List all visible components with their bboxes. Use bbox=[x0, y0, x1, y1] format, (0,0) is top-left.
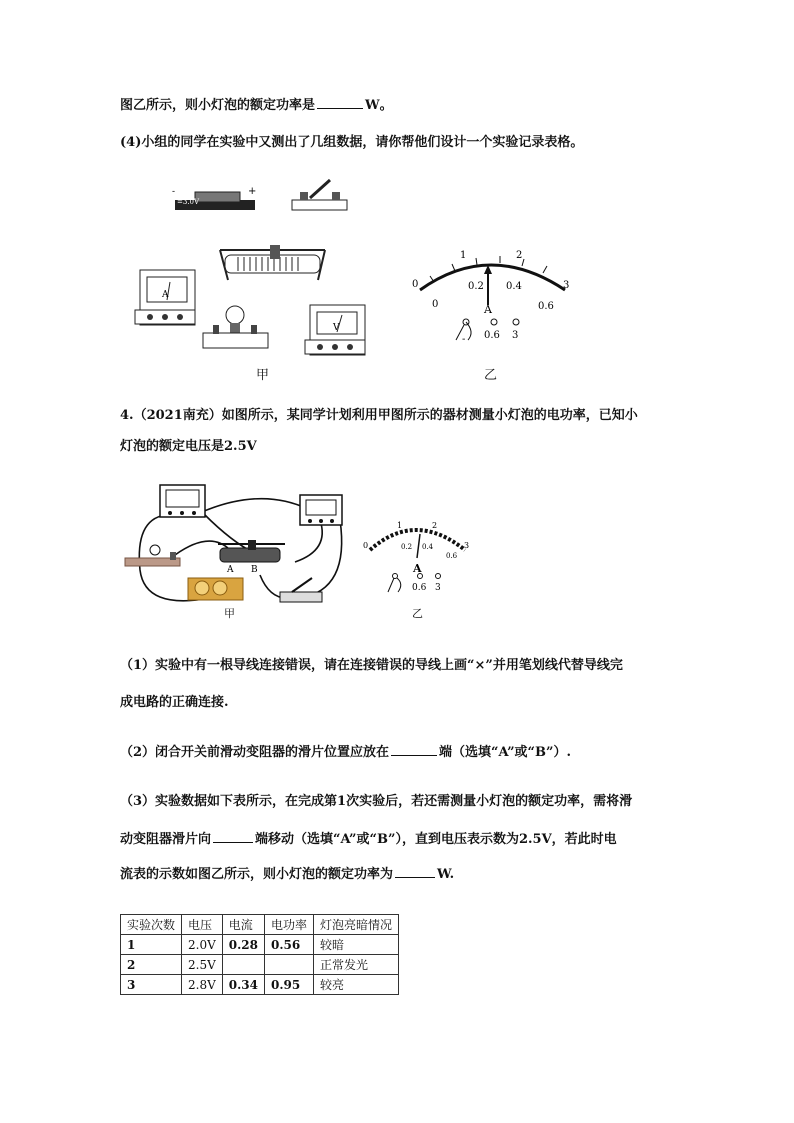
ammeter-icon bbox=[160, 485, 205, 517]
tick-label: 0.6 bbox=[446, 552, 458, 560]
slider-label-b: B bbox=[251, 565, 258, 575]
table-header-row bbox=[121, 915, 399, 935]
subq-3-cont2 bbox=[120, 865, 454, 884]
data-table bbox=[120, 914, 399, 995]
rheostat-icon bbox=[218, 540, 285, 575]
tick-label: 2 bbox=[516, 250, 523, 261]
question-4-stem-cont: 灯泡的额定电压是2.5V bbox=[120, 439, 257, 454]
table-header: 电流 bbox=[222, 915, 264, 935]
tick-label: 0.6 bbox=[538, 301, 554, 312]
text-segment: （2）闭合开关前滑动变阻器的滑片位置应放在 bbox=[120, 745, 390, 760]
table-cell: 正常发光 bbox=[314, 955, 399, 975]
question-4-part: (4)小组的同学在实验中又测出了几组数据，请你帮他们设计一个实验记录表格。 bbox=[120, 135, 584, 150]
lamp-icon bbox=[203, 306, 268, 348]
text-segment: 图乙所示，则小灯泡的额定功率是 bbox=[120, 98, 316, 113]
figure-2-circuit bbox=[120, 480, 480, 620]
figure-caption-right: 乙 bbox=[412, 607, 423, 620]
table-cell: 0.56 bbox=[265, 935, 314, 955]
figure-caption-left: 甲 bbox=[224, 607, 235, 620]
subq-3: （3）实验数据如下表所示，在完成第1次实验后，若还需测量小灯泡的额定功率，需将滑 bbox=[120, 794, 633, 809]
text-segment: W. bbox=[437, 867, 455, 882]
table-cell: 0.95 bbox=[265, 975, 314, 995]
lamp-icon bbox=[125, 545, 180, 566]
answer-blank[interactable] bbox=[213, 830, 253, 843]
answer-blank[interactable] bbox=[317, 96, 363, 109]
answer-blank[interactable] bbox=[395, 865, 435, 878]
line-prev-answer bbox=[120, 96, 393, 115]
table-row bbox=[121, 955, 399, 975]
subq-3-cont bbox=[120, 830, 617, 849]
table-cell: 2.5V bbox=[182, 955, 223, 975]
tick-label: 0 bbox=[432, 299, 439, 310]
figure-1-equipment bbox=[120, 170, 600, 395]
tick-label: 0.2 bbox=[468, 281, 484, 292]
svg-text:=3.0V: =3.0V bbox=[177, 198, 200, 206]
ammeter-dial bbox=[412, 250, 569, 345]
svg-text:+: + bbox=[248, 186, 257, 197]
text-segment: 流表的示数如图乙所示，则小灯泡的额定功率为 bbox=[120, 867, 394, 882]
table-cell: 3 bbox=[121, 975, 182, 995]
tick-label: 0.4 bbox=[506, 281, 522, 292]
svg-text:-: - bbox=[172, 187, 176, 197]
tick-label: 1 bbox=[460, 250, 467, 261]
table-row bbox=[121, 975, 399, 995]
tick-label: 0.4 bbox=[422, 543, 434, 551]
switch-icon bbox=[292, 180, 347, 210]
table-cell: 0.34 bbox=[222, 975, 264, 995]
subq-1-cont: 成电路的正确连接. bbox=[120, 695, 229, 710]
table-cell: 较亮 bbox=[314, 975, 399, 995]
table-cell: 0.28 bbox=[222, 935, 264, 955]
table-header: 灯泡亮暗情况 bbox=[314, 915, 399, 935]
table-cell: 2.0V bbox=[182, 935, 223, 955]
subq-2 bbox=[120, 743, 571, 762]
text-segment: W。 bbox=[365, 98, 393, 113]
tick-label: 0.2 bbox=[401, 543, 413, 551]
battery-icon bbox=[188, 578, 243, 600]
meter-unit: A bbox=[484, 303, 492, 316]
voltmeter-icon bbox=[300, 495, 342, 525]
table-cell: 较暗 bbox=[314, 935, 399, 955]
battery-icon bbox=[172, 186, 256, 210]
tick-label: 0 bbox=[363, 541, 369, 550]
terminal-label: 3 bbox=[435, 583, 441, 593]
tick-label: 1 bbox=[397, 521, 403, 530]
table-cell: 2 bbox=[121, 955, 182, 975]
rheostat-icon bbox=[220, 245, 325, 280]
tick-label: 0 bbox=[412, 279, 419, 290]
table-cell[interactable] bbox=[222, 955, 264, 975]
meter-unit: A bbox=[413, 562, 422, 575]
table-cell: 2.8V bbox=[182, 975, 223, 995]
terminal-label: 0.6 bbox=[412, 583, 427, 593]
voltmeter-icon bbox=[305, 305, 365, 355]
terminal-label: 0.6 bbox=[484, 330, 500, 341]
tick-label: 3 bbox=[464, 541, 470, 550]
figure-caption-left: 甲 bbox=[256, 368, 270, 383]
switch-icon bbox=[280, 578, 322, 602]
ammeter-icon bbox=[135, 270, 195, 325]
tick-label: 2 bbox=[432, 521, 438, 530]
voltmeter-label: V bbox=[333, 323, 340, 333]
text-segment: 动变阻器滑片向 bbox=[120, 832, 212, 847]
table-cell: 1 bbox=[121, 935, 182, 955]
svg-text:-: - bbox=[462, 334, 466, 345]
ammeter-dial bbox=[363, 521, 469, 593]
answer-blank[interactable] bbox=[391, 743, 437, 756]
table-cell[interactable] bbox=[265, 955, 314, 975]
figure-caption-right: 乙 bbox=[484, 368, 498, 383]
ammeter-label: A bbox=[162, 290, 169, 300]
table-row bbox=[121, 935, 399, 955]
question-4-stem: 4.（2021南充）如图所示，某同学计划利用甲图所示的器材测量小灯泡的电功率，已知小 bbox=[120, 408, 638, 423]
subq-1: （1）实验中有一根导线连接错误，请在连接错误的导线上画“×”并用笔划线代替导线完 bbox=[120, 658, 623, 673]
table-header: 电功率 bbox=[265, 915, 314, 935]
slider-label-a: A bbox=[227, 565, 234, 575]
tick-label: 3 bbox=[563, 280, 570, 291]
table-header: 电压 bbox=[182, 915, 223, 935]
table-header: 实验次数 bbox=[121, 915, 182, 935]
terminal-label: 3 bbox=[512, 330, 519, 341]
text-segment: 端（选填“A”或“B”）. bbox=[439, 745, 572, 760]
text-segment: 端移动（选填“A”或“B”），直到电压表示数为2.5V，若此时电 bbox=[255, 832, 617, 847]
